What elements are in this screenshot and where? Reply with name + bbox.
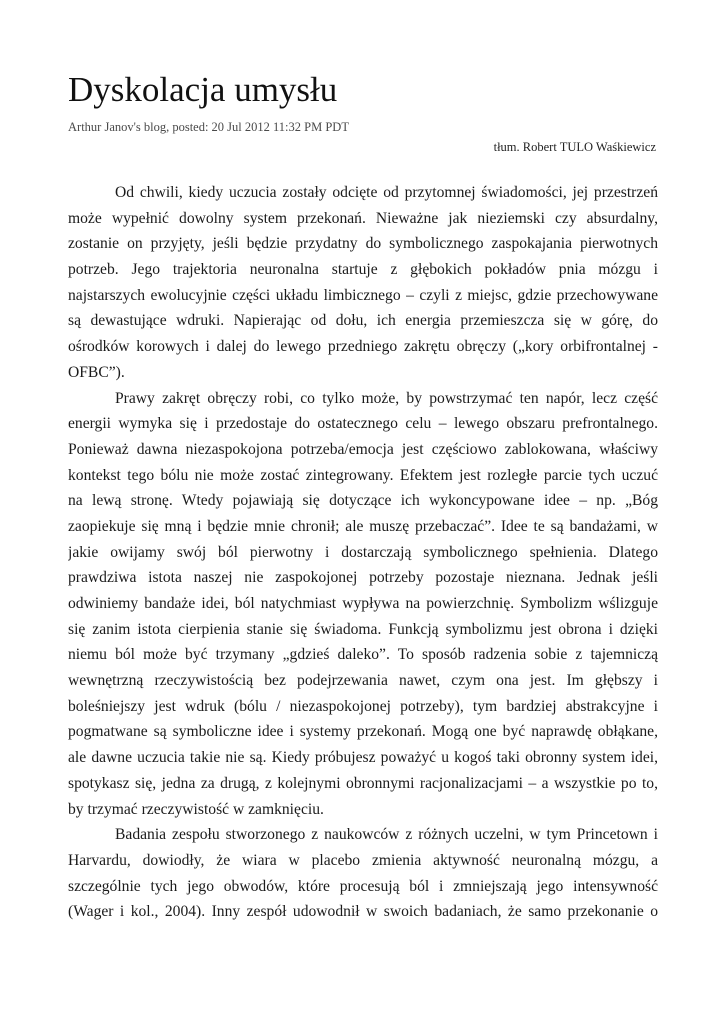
text-line: Badania zespołu stworzonego z naukowców z różnych uczelni, w tym Princetown i <box>115 826 658 844</box>
translator-credit: tłum. Robert TULO Waśkiewicz <box>493 140 656 154</box>
text-line: Prawy zakręt obręczy robi, co tylko może, by powstrzymać ten napór, lecz część <box>115 389 658 407</box>
page-title: Dyskolacja umysłu <box>68 70 338 109</box>
text-line: pogmatwane są symboliczne idee i systemy przekonań. Mogą one być naprawdę obłąkane, <box>68 723 658 741</box>
text-line: jakie owijamy swój ból pierwotny i dostarczają symbolicznego spełnienia. Dlatego <box>68 543 658 561</box>
text-line: spotykasz się, jedna za drugą, z kolejnymi obronnymi racjonalizacjami – a wszystkie po to, <box>68 774 658 792</box>
text-line: zostanie on przyjęty, jeśli będzie przydatny do symbolicznego zaspokajania pierwotnych <box>68 235 658 253</box>
text-line: by trzymać rzeczywistość w zamknięciu. <box>68 800 324 818</box>
text-line: wewnętrzną rzeczywistością bez podejrzewania nawet, czym ona jest. Im głębszy i <box>68 672 658 690</box>
text-line: (Wager i kol., 2004). Inny zespół udowodnił w swoich badaniach, że samo przekonanie o <box>68 903 658 921</box>
text-line: może wypełnić dowolny system przekonań. Nieważne jak nieziemski czy absurdalny, <box>68 209 658 227</box>
article-body <box>68 180 658 925</box>
text-line: są dewastujące wdruki. Napierając od dołu, ich energia przemieszcza się w górę, do <box>68 312 658 330</box>
text-line: szczególnie tych jego obwodów, które procesują ból i zmniejszają jego intensywność <box>68 877 658 895</box>
text-line: ośrodków korowych i dalej do lewego przedniego zakrętu obręczy („kory orbifrontalnej - <box>68 338 658 356</box>
text-line: zaopiekuje się mną i będzie mnie chronił; ale muszę przebaczać”. Idee te są bandażami, w <box>68 517 658 535</box>
text-line: na lewą stronę. Wtedy pojawiają się dotyczące ich wykoncypowane idee – np. „Bóg <box>68 492 658 510</box>
post-meta: Arthur Janov's blog, posted: 20 Jul 2012 11:32 PM PDT <box>68 120 349 134</box>
text-line: OFBC”). <box>68 363 125 381</box>
text-line: potrzeb. Jego trajektoria neuronalna startuje z głębokich pokładów pnia mózgu i <box>68 261 658 279</box>
text-line: odwiniemy bandaże idei, ból natychmiast wypływa na powierzchnię. Symbolizm wślizguje <box>68 595 658 612</box>
text-line: się zanim istota cierpienia stanie się świadoma. Funkcją symbolizmu jest obrona i dzięki <box>68 620 658 638</box>
text-line: prawdziwa istota naszej nie zaspokojonej potrzeby pozostaje nieznana. Jednak jeśli <box>68 569 658 587</box>
text-line: boleśniejszy jest wdruk (bólu / niezaspokojonej potrzeby), tym bardziej abstrakcyjne i <box>68 697 658 715</box>
text-line: Harvardu, dowiodły, że wiara w placebo zmienia aktywność neuronalną mózgu, a <box>68 851 658 869</box>
text-line: ale dawne uczucia takie nie są. Kiedy próbujesz poważyć u kogoś taki obronny system idei, <box>68 749 658 767</box>
text-line: Od chwili, kiedy uczucia zostały odcięte od przytomnej świadomości, jej przestrzeń <box>115 184 658 201</box>
text-line: kontekst tego bólu nie może zostać zintegrowany. Efektem jest rozległe parcie tych uczuć <box>68 466 658 484</box>
text-line: niemu ból może być trzymany „gdzieś daleko”. To sposób radzenia sobie z tajemniczą <box>68 646 658 664</box>
text-line: najstarszych ewolucyjnie części układu limbicznego – czyli z miejsc, gdzie przechowywane <box>68 286 658 304</box>
text-line: Ponieważ dawna niezaspokojona potrzeba/emocja jest częściowo zablokowana, właściwy <box>68 440 658 458</box>
text-line: energii wymyka się i przedostaje do ostatecznego celu – lewego obszaru prefrontalnego. <box>68 415 658 433</box>
